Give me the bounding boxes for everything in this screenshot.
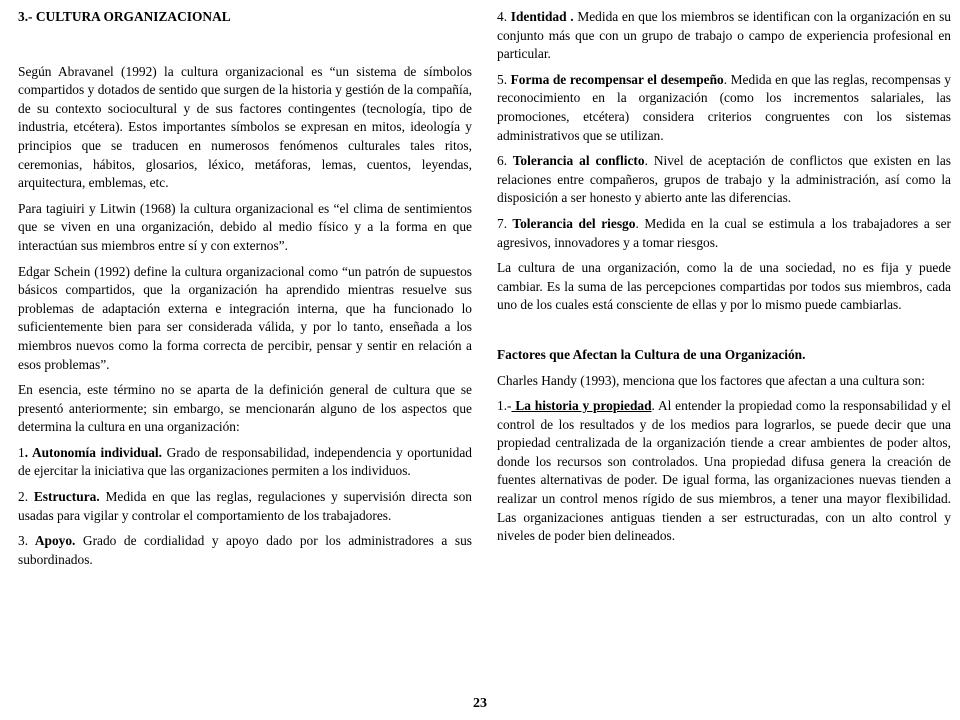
item-number: 2.: [18, 489, 29, 505]
paragraph-abravanel: Según Abravanel (1992) la cultura organizacional es “un sistema de símbolos compartidos y dotados de sentido que surgen de la historia y gestión de la compañía, de su contexto sociocultural y de sus factores contingentes (tecnología, tipo de industria, etcétera). Estos importantes símbolos se expresan en mitos, ideología y principios que se traducen en numerosos fenómenos culturales tales ritos, ceremonias, hábitos, glosarios, léxico, metáforas, lemas, cuentos, leyendas, arquitectura, emblemas, etc.: [18, 63, 472, 191]
item-number: 1.-: [497, 398, 512, 414]
item-term: La historia y propiedad: [511, 398, 652, 414]
section-heading: 3.- CULTURA ORGANIZACIONAL: [18, 9, 231, 24]
item-text: . Medida en que las reglas, recompensas y reconocimiento en la organización (como los incrementos salariales, las promociones, etcétera) considera criterios congruentes con los sistemas administrativos que se utilizan.: [497, 71, 951, 143]
page-number: 23: [473, 696, 487, 711]
list-item-estructura: [18, 488, 472, 525]
item-number: 4.: [497, 9, 508, 24]
item-number: 7.: [497, 215, 508, 231]
item-text: . Al entender la propiedad como la responsabilidad y el control de los resultados y de los medios para lograrlos, se puede decir que una propiedad centralizada de la organización tiende a crear ambientes de poder altos, donde los recursos son controlados. Una propiedad difusa genera la creación de fuentes alternativas de poder. De igual forma, las organizaciones nuevas tienden a realizar un control menos rígido de sus miembros, a tener una mayor flexibilidad. Las organizaciones antiguas tienden a ser estructuradas, con un alto control y niveles de poder bien delineados.: [497, 398, 952, 544]
list-item-conflicto: [497, 152, 951, 208]
item-term: Identidad .: [507, 9, 574, 24]
item-text: . Medida en la cual se estimula a los trabajadores a ser agresivos, innovadores y a tomar riesgos.: [497, 215, 951, 250]
paragraph-handy: Charles Handy (1993), menciona que los factores que afectan a una cultura son:: [497, 372, 925, 388]
list-item-autonomia: [18, 444, 472, 481]
item-term: Forma de recompensar el desempeño: [507, 71, 724, 87]
list-item-historia: [497, 397, 951, 546]
item-number: 3.: [18, 533, 29, 549]
item-term: Apoyo.: [28, 533, 76, 549]
item-number: 5.: [497, 71, 508, 87]
item-text: . Nivel de aceptación de conflictos que existen en las relaciones entre compañeros, grupos de trabajo y la administración, así como la disposición a ser honesto y abierto ante las diferencias.: [497, 153, 951, 206]
item-number: 1: [18, 444, 25, 460]
spacer: [497, 322, 951, 346]
item-term: Tolerancia al conflicto: [507, 153, 645, 169]
list-item-identidad: [497, 8, 951, 64]
paragraph-esencia: En esencia, este término no se aparta de la definición general de cultura que se presentó anteriormente; sin embargo, se mencionarán alguno de los aspectos que determina la cultura en una organización:: [18, 382, 472, 435]
left-column: [18, 8, 472, 576]
item-text: Medida en que los miembros se identifican con la organización en su conjunto más que con un grupo de trabajo o campo de experiencia profesional en particular.: [497, 9, 951, 62]
paragraph-tagiuiri: Para tagiuiri y Litwin (1968) la cultura organizacional es “el clima de sentimientos que se viven en una organización, debido al medio físico y a la forma en que interactúan sus miembros entre sí y con externos”.: [18, 200, 472, 253]
item-text: Grado de responsabilidad, independencia y oportunidad de ejercitar la iniciativa que las organizaciones permiten a los individuos.: [18, 444, 472, 479]
item-term: Tolerancia del riesgo: [507, 215, 636, 231]
item-number: 6.: [497, 153, 508, 169]
item-text: Medida en que las reglas, regulaciones y supervisión directa son usadas para vigilar y controlar el comportamiento de los trabajadores.: [18, 489, 472, 523]
list-item-recompensa: [497, 71, 951, 145]
right-column: [497, 8, 951, 553]
list-item-riesgo: [497, 215, 951, 252]
section-title-factores: Factores que Afectan la Cultura de una Organización.: [497, 346, 806, 362]
item-term: Estructura.: [28, 489, 100, 505]
item-text: Grado de cordialidad y apoyo dado por los administradores a sus subordinados.: [18, 533, 472, 567]
item-term: . Autonomía individual.: [24, 444, 162, 460]
paragraph-cultura-cambio: La cultura de una organización, como la de una sociedad, no es fija y puede cambiar. Es la suma de las percepciones compartidas por todos sus miembros, cada uno de los cuales está consciente de ellas y por lo mismo puede cambiarlas.: [497, 260, 951, 313]
list-item-apoyo: [18, 532, 472, 569]
paragraph-schein: Edgar Schein (1992) define la cultura organizacional como “un patrón de supuestos básicos compartidos, que la organización ha aprendido mientras resuelve sus problemas de adaptación externa e integración interna, que ha funcionado lo suficientemente bien para ser considerada válida, y por lo tanto, enseñada a los miembros nuevos como la forma correcta de percibir, pensar y sentir en relación a esos problemas”.: [18, 263, 472, 372]
